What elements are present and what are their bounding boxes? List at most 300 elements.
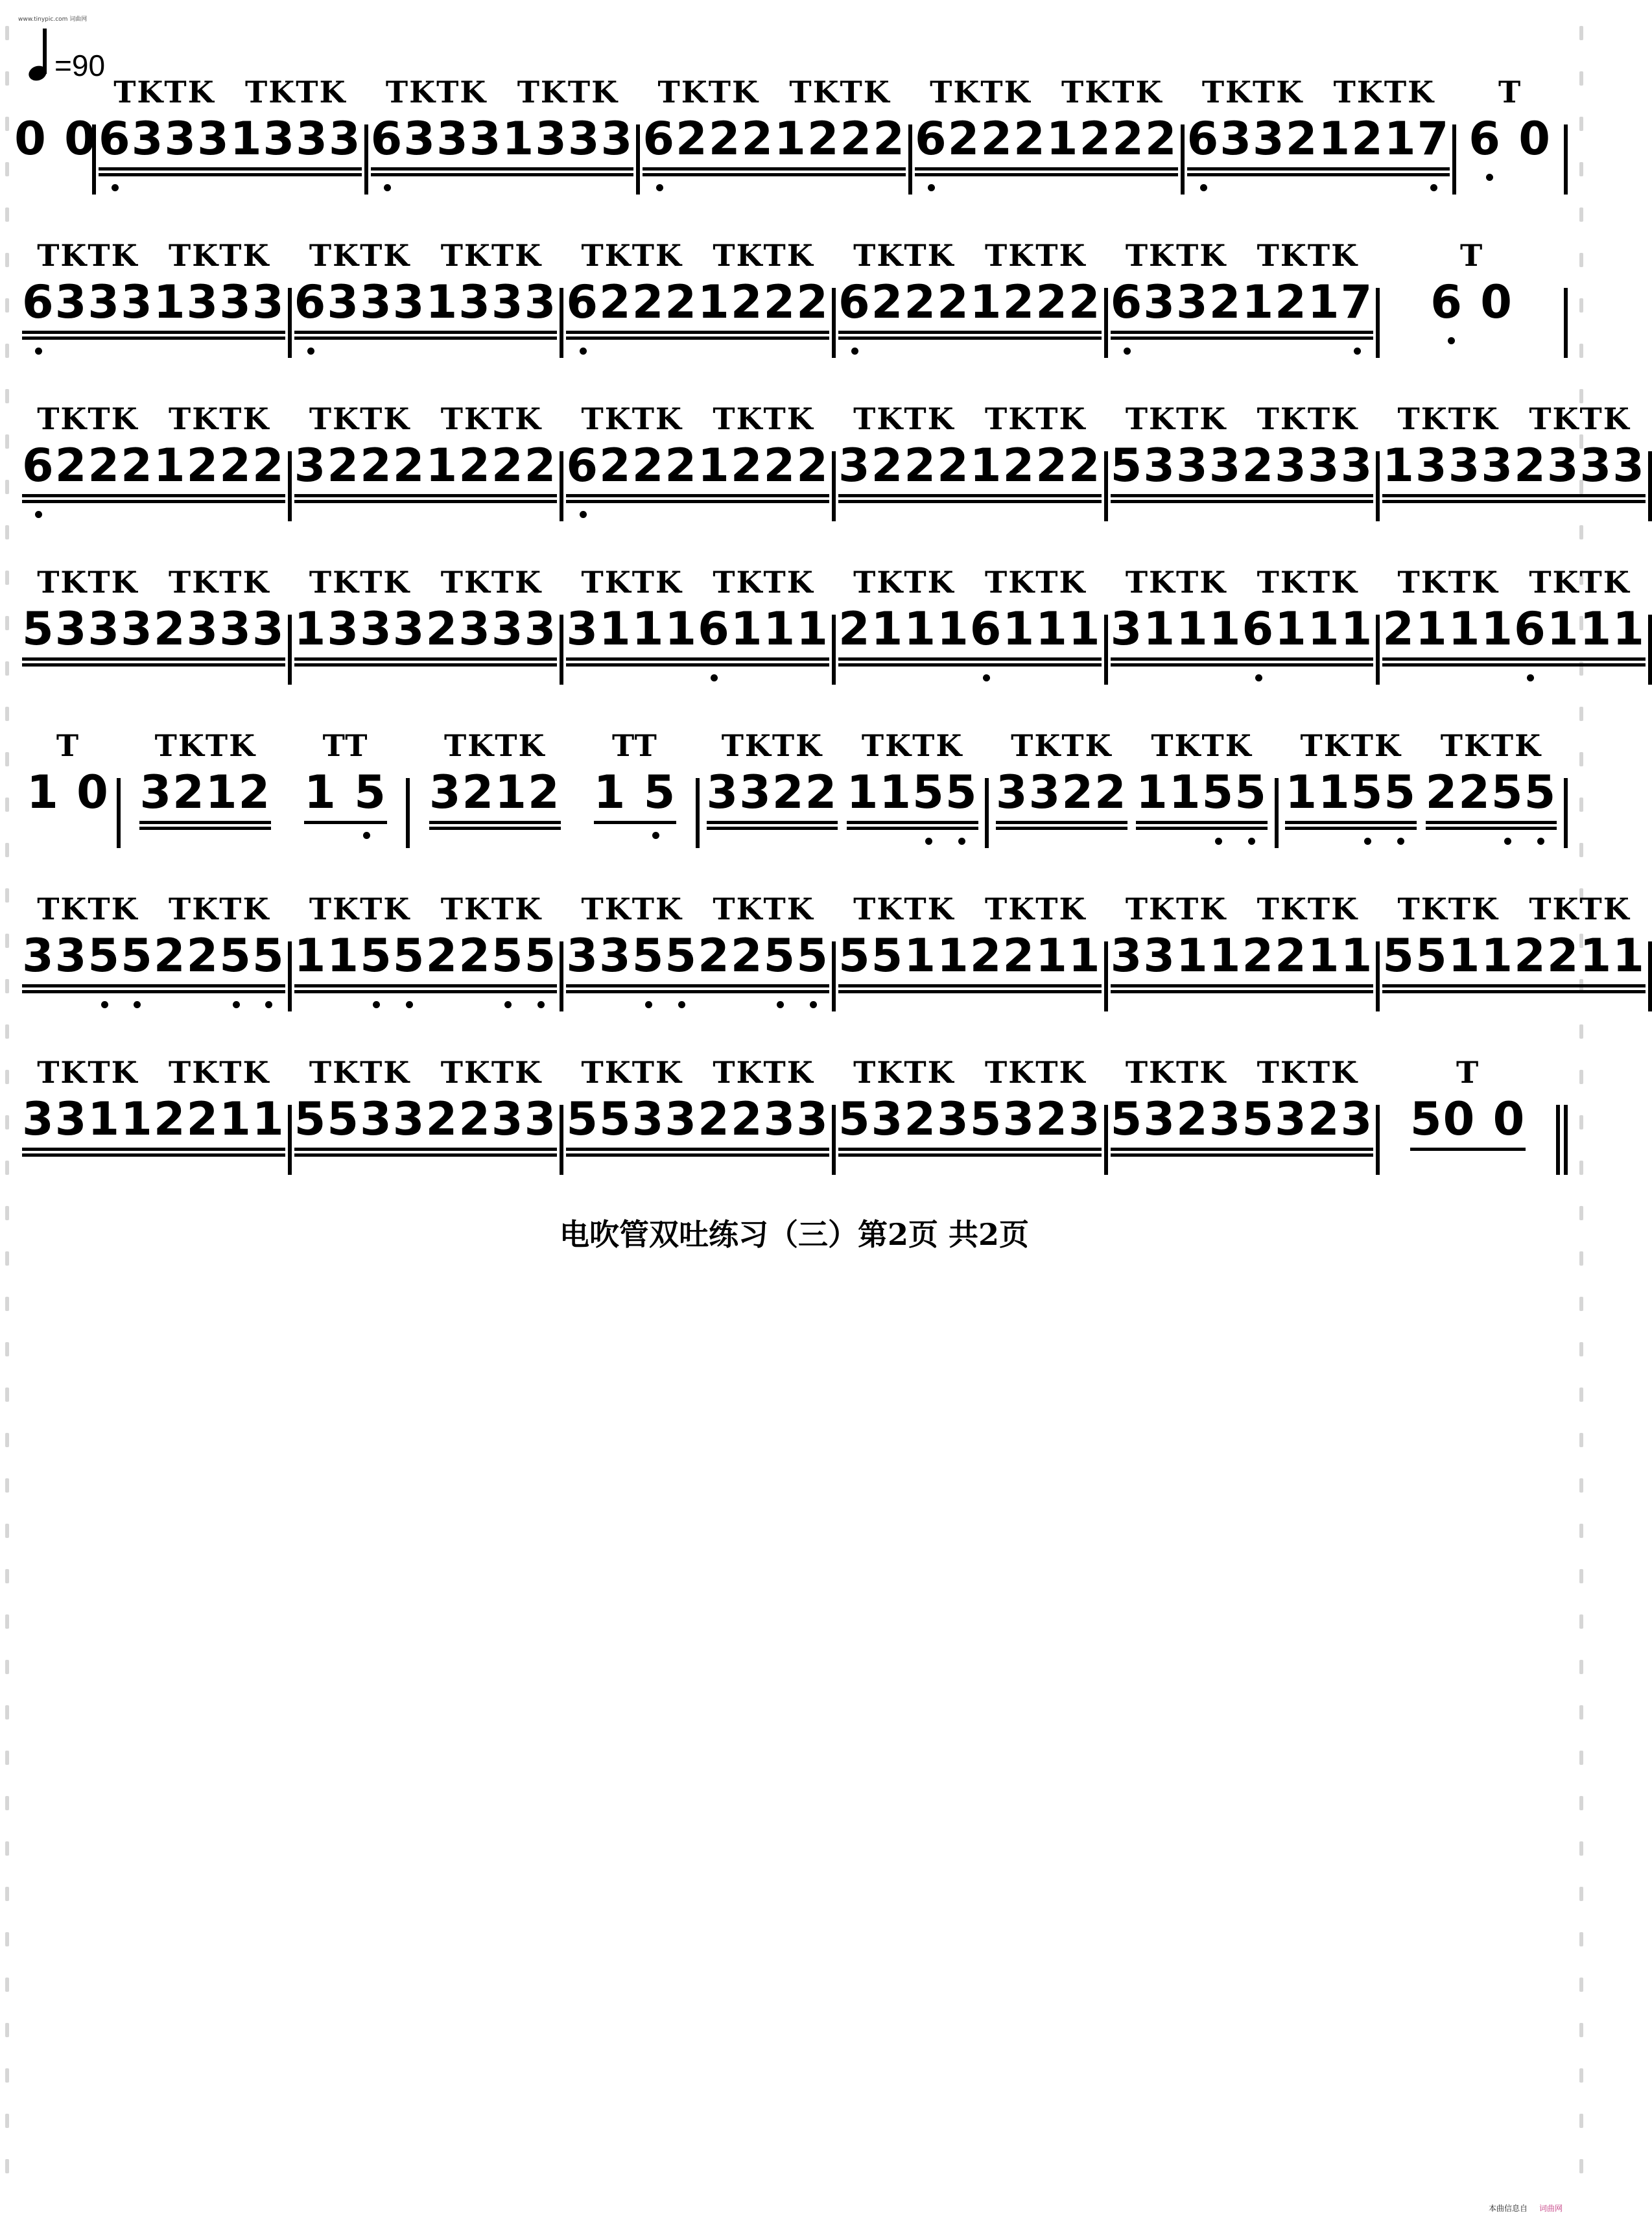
beam-underline [1382, 657, 1514, 661]
border-ornament [1579, 71, 1583, 86]
border-ornament [5, 934, 9, 948]
border-ornament [1579, 117, 1583, 131]
note-group [1111, 399, 1242, 556]
beam-underline [1514, 494, 1646, 497]
octave-dots [698, 667, 829, 689]
articulation-syllables: TKTK [1257, 1055, 1359, 1090]
octave-dots [1382, 993, 1514, 1015]
note-group [1111, 563, 1242, 720]
border-ornament [5, 162, 9, 176]
articulation-syllables: TKTK [985, 238, 1087, 273]
measure [19, 890, 288, 1046]
articulation-syllables: TKTK [1011, 728, 1113, 763]
articulation-syllables: TKTK [309, 238, 411, 273]
beam-underline [1111, 984, 1242, 987]
measure [640, 73, 908, 230]
note-group [1111, 1053, 1242, 1210]
note-group [1242, 1053, 1373, 1210]
note-digits: 6222 [914, 112, 1046, 165]
beam-underline [970, 494, 1102, 497]
articulation-syllables: TKTK [853, 565, 955, 600]
octave-dots [970, 340, 1102, 362]
low-octave-dot [35, 348, 42, 355]
low-octave-dot [580, 348, 587, 355]
octave-dots [425, 503, 557, 525]
note-digits: 6333 [370, 112, 502, 165]
articulation-syllables: TKTK [853, 238, 955, 273]
border-ornament [5, 26, 9, 40]
articulation-syllables: TKTK [1257, 238, 1359, 273]
beam-underline [22, 1148, 154, 1151]
border-ornament [1579, 1796, 1583, 1810]
note-digits: 1 5 [593, 766, 677, 819]
note-group [154, 890, 285, 1046]
low-octave-dot [265, 1001, 272, 1008]
measure [292, 563, 560, 720]
note-group [22, 399, 154, 556]
octave-dots [566, 340, 698, 362]
barline [1648, 451, 1652, 521]
border-ornament [1579, 1660, 1583, 1674]
octave-dots [425, 667, 557, 689]
site-mark-name: 词曲网 [1539, 2204, 1563, 2213]
note-group [774, 73, 906, 230]
octave-dots [1242, 993, 1373, 1015]
articulation-syllables: TKTK [985, 1055, 1087, 1090]
articulation-syllables: TKTK [853, 1055, 955, 1090]
beam-underline [707, 821, 838, 824]
measure [836, 563, 1104, 720]
articulation-syllables: TKTK [245, 75, 347, 110]
note-digits: 6222 [838, 276, 970, 329]
octave-dots [230, 176, 362, 198]
octave-dots [1242, 667, 1373, 689]
octave-dots [1111, 503, 1242, 525]
beam-underline [847, 821, 978, 824]
octave-dots [838, 667, 970, 689]
note-digits: 6111 [969, 602, 1102, 656]
note-digits: 1155 [1285, 766, 1417, 819]
articulation-syllables: TKTK [169, 565, 270, 600]
note-digits: 5533 [294, 1093, 426, 1146]
note-digits: 3355 [22, 929, 154, 982]
measure [1380, 236, 1564, 393]
articulation-syllables: TKTK [1257, 565, 1359, 600]
beam-underline [22, 657, 154, 661]
octave-dots [1046, 176, 1178, 198]
measure [19, 399, 288, 556]
octave-dots [996, 830, 1127, 852]
note-group [1430, 236, 1513, 393]
beam-underline [698, 1148, 829, 1151]
border-ornament [5, 1660, 9, 1674]
measure [121, 726, 406, 883]
border-ornament [1579, 298, 1583, 313]
measure [410, 726, 695, 883]
note-group [1514, 399, 1646, 556]
articulation-syllables: TKTK [861, 728, 963, 763]
measure [836, 1053, 1104, 1210]
score-line [19, 236, 1568, 393]
border-ornament [5, 2068, 9, 2083]
note-group [1111, 890, 1242, 1046]
note-digits: 2333 [1242, 439, 1374, 492]
note-group [425, 563, 557, 720]
articulation-syllables: TKTK [1397, 892, 1499, 927]
note-digits: 1155 [846, 766, 978, 819]
octave-dots [1514, 667, 1646, 689]
border-ornament [5, 1297, 9, 1311]
articulation-syllables: TKTK [169, 1055, 270, 1090]
articulation-syllables: TKTK [440, 892, 543, 927]
note-group [698, 563, 829, 720]
articulation-syllables: TKTK [1125, 1055, 1227, 1090]
beam-underline [643, 167, 774, 171]
note-group [838, 1053, 970, 1210]
low-octave-dot [580, 511, 587, 518]
measure [292, 399, 560, 556]
note-group [1514, 563, 1646, 720]
measure [1108, 236, 1376, 393]
octave-dots [304, 824, 387, 846]
articulation-syllables: TKTK [440, 565, 543, 600]
border-ornament [5, 1796, 9, 1810]
note-digits: 6222 [22, 439, 154, 492]
measure [700, 726, 985, 883]
note-digits: 6 0 [1430, 276, 1514, 329]
note-group [970, 236, 1102, 393]
octave-dots [425, 340, 557, 362]
beam-underline [230, 167, 362, 171]
articulation-syllables: TKTK [154, 728, 257, 763]
border-ornament [1579, 752, 1583, 766]
beam-underline [154, 331, 285, 334]
octave-dots [566, 1157, 698, 1179]
note-digits: 5323 [1110, 1093, 1242, 1146]
note-group [566, 236, 698, 393]
articulation-syllables: TT [612, 728, 658, 763]
note-digits: 6332 [1110, 276, 1242, 329]
note-group [1242, 236, 1373, 393]
articulation-syllables: TKTK [385, 75, 488, 110]
border-ornament [5, 2159, 9, 2173]
articulation-syllables: TKTK [1125, 238, 1227, 273]
measure [563, 236, 832, 393]
border-ornament [5, 1705, 9, 1719]
note-group [294, 1053, 426, 1210]
octave-dots [371, 176, 502, 198]
low-octave-dot [851, 348, 858, 355]
border-ornament [5, 117, 9, 131]
octave-dots [1382, 667, 1514, 689]
octave-dots [838, 1157, 970, 1179]
octave-dots [425, 1157, 557, 1179]
beam-underline [838, 657, 970, 661]
articulation-syllables: TKTK [440, 238, 543, 273]
low-octave-dot [1527, 674, 1534, 681]
articulation-syllables: TKTK [1529, 401, 1631, 436]
beam-underline [425, 494, 557, 497]
articulation-syllables: TKTK [581, 892, 683, 927]
beam-underline [1111, 1148, 1242, 1151]
articulation-syllables: T [1460, 238, 1484, 273]
measure [368, 73, 637, 230]
note-group [1187, 73, 1319, 230]
note-group [154, 236, 285, 393]
border-ornament [5, 1841, 9, 1856]
articulation-syllables: TKTK [309, 1055, 411, 1090]
low-octave-dot [384, 184, 391, 191]
articulation-syllables: TT [322, 728, 369, 763]
low-octave-dot [537, 1001, 545, 1008]
note-digits: 3355 [566, 929, 698, 982]
note-group [139, 726, 271, 883]
octave-dots [294, 993, 426, 1015]
note-digits: 6111 [698, 602, 829, 656]
border-ornament [5, 2023, 9, 2037]
note-group [294, 563, 426, 720]
octave-dots [154, 993, 285, 1015]
low-octave-dot [1537, 838, 1544, 845]
octave-dots [970, 667, 1102, 689]
note-group [1410, 1053, 1526, 1210]
border-ornament [5, 2114, 9, 2128]
articulation-syllables: TKTK [37, 892, 139, 927]
note-group [502, 73, 633, 230]
beam-underline [1111, 331, 1242, 334]
note-digits: 1217 [1318, 112, 1450, 165]
beam-underline [970, 984, 1102, 987]
border-ornament [5, 1115, 9, 1129]
low-octave-dot [406, 1001, 413, 1008]
note-group [1318, 73, 1450, 230]
measure [912, 73, 1181, 230]
octave-dots [847, 830, 978, 852]
border-ornament [1579, 162, 1583, 176]
note-group [371, 73, 502, 230]
beam-underline [294, 1148, 426, 1151]
octave-dots [1111, 667, 1242, 689]
articulation-syllables: TKTK [853, 892, 955, 927]
octave-dots [425, 993, 557, 1015]
note-digits: 2255 [153, 929, 285, 982]
measure [563, 563, 832, 720]
beam-underline [566, 984, 698, 987]
octave-dots [1469, 166, 1552, 188]
octave-dots [970, 993, 1102, 1015]
border-ornament [1579, 1614, 1583, 1629]
octave-dots [1410, 1151, 1526, 1173]
octave-dots [1111, 1157, 1242, 1179]
note-digits: 6111 [1242, 602, 1374, 656]
measure [292, 236, 560, 393]
beam-underline [838, 984, 970, 987]
measure [1108, 563, 1376, 720]
beam-underline [566, 1148, 698, 1151]
measure [1380, 399, 1648, 556]
articulation-syllables: TKTK [37, 401, 139, 436]
beam-underline [1382, 984, 1514, 987]
border-ornament [1579, 2114, 1583, 2128]
note-digits: 1222 [153, 439, 285, 492]
octave-dots [698, 503, 829, 525]
articulation-syllables: TKTK [985, 401, 1087, 436]
articulation-syllables: TKTK [581, 1055, 683, 1090]
articulation-syllables: TKTK [440, 1055, 543, 1090]
note-group [1242, 563, 1373, 720]
measure [1456, 73, 1564, 230]
border-ornament [1579, 2159, 1583, 2173]
low-octave-dot [1448, 337, 1455, 344]
border-ornament [5, 616, 9, 630]
note-digits: 2333 [425, 602, 558, 656]
articulation-syllables: TKTK [169, 238, 270, 273]
octave-dots [1318, 176, 1450, 198]
octave-dots [294, 503, 426, 525]
low-octave-dot [307, 348, 314, 355]
octave-dots [294, 667, 426, 689]
note-digits: 1222 [425, 439, 558, 492]
note-digits: 1222 [1046, 112, 1178, 165]
octave-dots [1187, 176, 1319, 198]
low-octave-dot [1255, 674, 1262, 681]
note-digits: 6333 [99, 112, 230, 165]
note-group [294, 890, 426, 1046]
beam-underline [22, 494, 154, 497]
articulation-syllables: T [1456, 1055, 1480, 1090]
note-group [698, 890, 829, 1046]
note-group [643, 73, 774, 230]
border-ornament [1579, 843, 1583, 857]
articulation-syllables: TKTK [1257, 401, 1359, 436]
note-group [1514, 890, 1646, 1046]
note-group [22, 890, 154, 1046]
articulation-syllables: TKTK [37, 1055, 139, 1090]
articulation-syllables: TKTK [309, 401, 411, 436]
octave-dots [154, 1157, 285, 1179]
octave-dots [1136, 830, 1268, 852]
low-octave-dot [777, 1001, 784, 1008]
measure [1108, 399, 1376, 556]
beam-underline [22, 331, 154, 334]
note-digits: 6111 [1514, 602, 1646, 656]
articulation-syllables: TKTK [1151, 728, 1253, 763]
octave-dots [294, 340, 426, 362]
site-watermark [1489, 2203, 1563, 2214]
octave-dots [566, 667, 698, 689]
beam-underline [566, 494, 698, 497]
border-ornament [5, 1524, 9, 1538]
articulation-syllables: TKTK [309, 565, 411, 600]
border-ornament [1579, 344, 1583, 358]
barline [1564, 1105, 1568, 1175]
low-octave-dot [35, 511, 42, 518]
note-digits: 2211 [1242, 929, 1374, 982]
border-ornament [5, 1569, 9, 1583]
low-octave-dot [958, 838, 965, 845]
note-group [1469, 73, 1552, 230]
left-border-strip [0, 0, 14, 2233]
note-group [566, 1053, 698, 1210]
note-digits: 1222 [969, 439, 1102, 492]
beam-underline [1187, 167, 1319, 171]
articulation-syllables: TKTK [721, 728, 823, 763]
beam-underline [970, 1148, 1102, 1151]
octave-dots [154, 503, 285, 525]
note-group [970, 563, 1102, 720]
note-group [230, 73, 362, 230]
note-digits: 1333 [153, 276, 285, 329]
beam-underline [838, 331, 970, 334]
note-digits: 3311 [22, 1093, 154, 1146]
low-octave-dot [652, 832, 659, 839]
note-digits: 6222 [643, 112, 775, 165]
octave-dots [838, 340, 970, 362]
octave-dots [566, 993, 698, 1015]
low-octave-dot [928, 184, 935, 191]
beam-underline [429, 821, 561, 824]
octave-dots [594, 824, 677, 846]
note-group [838, 563, 970, 720]
note-group [425, 1053, 557, 1210]
articulation-syllables: TKTK [713, 565, 814, 600]
right-border-strip [1574, 0, 1588, 2233]
border-ornament [5, 1388, 9, 1402]
border-ornament [5, 1024, 9, 1039]
articulation-syllables: TKTK [1333, 75, 1435, 110]
articulation-syllables: TKTK [1061, 75, 1163, 110]
beam-underline [996, 821, 1127, 824]
note-digits: 1155 [1136, 766, 1268, 819]
note-digits: 1222 [698, 439, 829, 492]
low-octave-dot [810, 1001, 817, 1008]
beam-underline [425, 1148, 557, 1151]
note-group [566, 890, 698, 1046]
beam-underline [22, 984, 154, 987]
beam-underline [1046, 167, 1178, 171]
border-ornament [5, 1932, 9, 1946]
octave-dots [774, 176, 906, 198]
border-ornament [1579, 207, 1583, 222]
border-ornament [5, 1887, 9, 1901]
octave-dots [22, 1157, 154, 1179]
beam-underline [154, 1148, 285, 1151]
beam-underline [1426, 821, 1557, 824]
articulation-syllables: TKTK [1529, 892, 1631, 927]
note-group [838, 236, 970, 393]
low-octave-dot [1354, 348, 1361, 355]
note-group [99, 73, 230, 230]
border-ornament [5, 797, 9, 812]
beam-underline [915, 167, 1046, 171]
octave-dots [1242, 503, 1373, 525]
beam-underline [99, 167, 230, 171]
low-octave-dot [1486, 174, 1493, 181]
note-digits: 3322 [995, 766, 1127, 819]
articulation-syllables: TKTK [789, 75, 891, 110]
beam-underline [1242, 984, 1373, 987]
note-digits: 3111 [1110, 602, 1242, 656]
articulation-syllables: TKTK [657, 75, 759, 110]
note-digits: 6333 [294, 276, 426, 329]
articulation-syllables: TKTK [853, 401, 955, 436]
note-digits: 2255 [425, 929, 558, 982]
border-ornament [1579, 2023, 1583, 2037]
beam-underline [1111, 657, 1242, 661]
border-ornament [1579, 1978, 1583, 1992]
beam-underline [425, 657, 557, 661]
note-digits: 6222 [566, 439, 698, 492]
